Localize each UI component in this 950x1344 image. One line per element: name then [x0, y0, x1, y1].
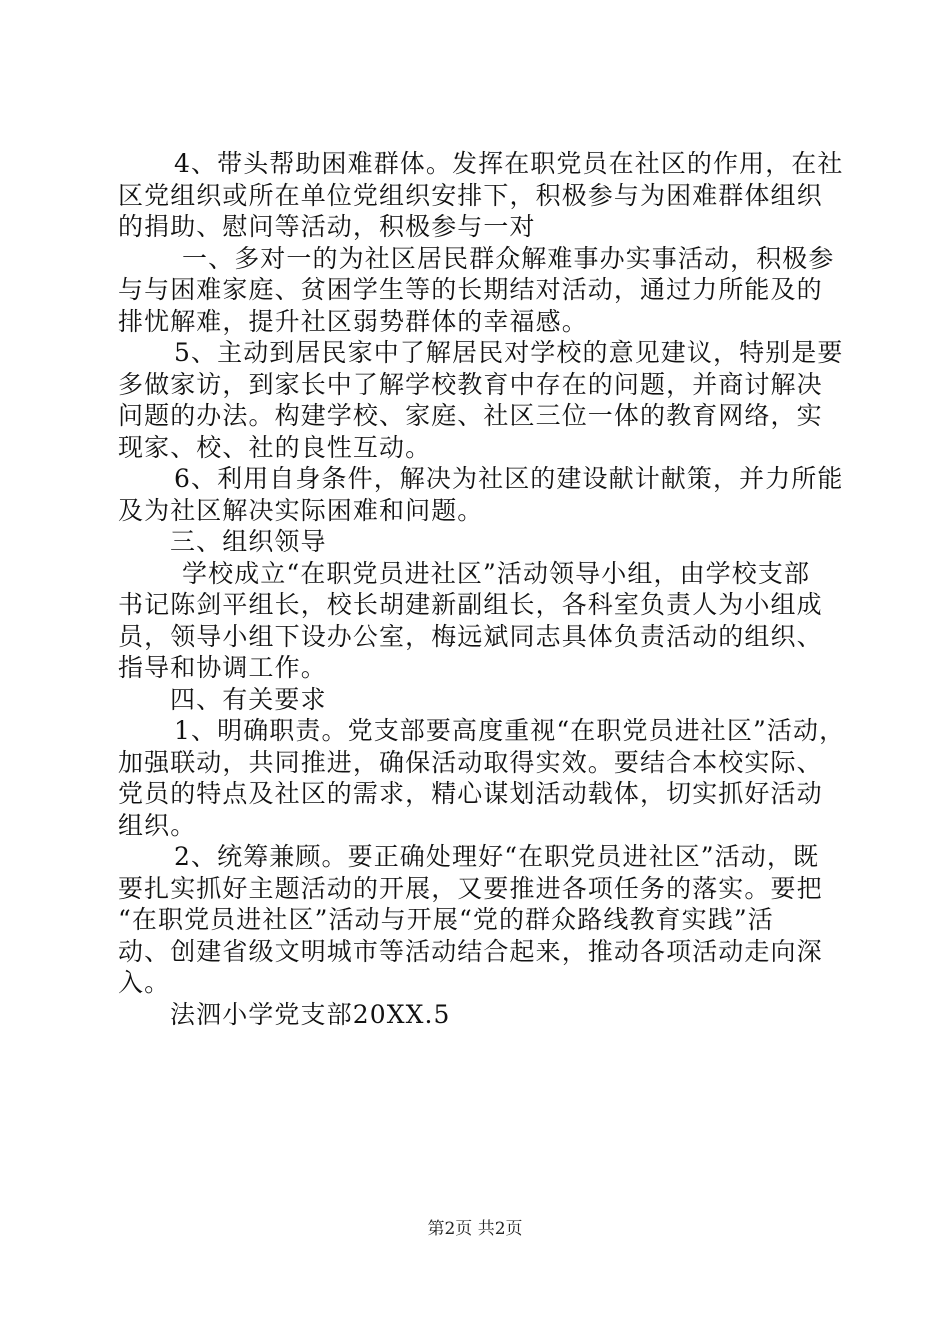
section-heading-3: 三、组织领导	[170, 527, 327, 556]
requirement-2-line-2: 要扎实抓好主题活动的开展，又要推进各项任务的落实。要把	[118, 873, 823, 903]
document-body	[118, 148, 846, 1030]
paragraph-4b-line-3: 排忧解难，提升社区弱势群体的幸福感。	[118, 306, 588, 336]
requirement-1-line-4: 组织。	[118, 810, 197, 840]
paragraph-5-line-3: 问题的办法。构建学校、家庭、社区三位一体的教育网络，实	[118, 401, 823, 430]
paragraph-5-line-4: 现家、校、社的良性互动。	[118, 432, 432, 462]
requirement-2-line-5: 入。	[118, 968, 171, 997]
paragraph-4-line-2: 区党组织或所在单位党组织安排下，积极参与为困难群体组织	[118, 180, 823, 210]
paragraph-5-line-2: 多做家访，到家长中了解学校教育中存在的问题，并商讨解决	[118, 369, 823, 399]
requirement-1-line-3: 党员的特点及社区的需求，精心谋划活动载体，切实抓好活动	[118, 779, 823, 808]
paragraph-4-line-3: 的捐助、慰问等活动，积极参与一对	[118, 212, 536, 241]
paragraph-6-line-2: 及为社区解决实际困难和问题。	[118, 495, 484, 525]
section-heading-4: 四、有关要求	[170, 684, 327, 714]
requirement-2-line-4: 动、创建省级文明城市等活动结合起来，推动各项活动走向深	[118, 936, 823, 966]
paragraph-5-line-1: 5、主动到居民家中了解居民对学校的意见建议，特别是要	[174, 338, 844, 367]
paragraph-4b-line-1: 一、多对一的为社区居民群众解难事办实事活动，积极参	[182, 243, 835, 273]
page-footer: 第2页 共2页	[427, 1219, 523, 1239]
paragraph-4-line-1: 4、带头帮助困难群体。发挥在职党员在社区的作用，在社	[174, 149, 844, 178]
paragraph-leadership-line-2: 书记陈剑平组长，校长胡建新副组长，各科室负责人为小组成	[118, 590, 823, 619]
signature-line: 法泗小学党支部20XX.5	[170, 999, 451, 1029]
requirement-1-line-2: 加强联动，共同推进，确保活动取得实效。要结合本校实际、	[118, 747, 823, 777]
requirement-1-line-1: 1、明确职责。党支部要高度重视“在职党员进社区”活动，	[174, 716, 846, 745]
requirement-2-line-1: 2、统筹兼顾。要正确处理好“在职党员进社区”活动，既	[174, 842, 820, 871]
paragraph-leadership-line-3: 员，领导小组下设办公室，梅远斌同志具体负责活动的组织、	[118, 621, 823, 651]
requirement-2-line-3: “在职党员进社区”活动与开展“党的群众路线教育实践”活	[118, 905, 774, 934]
paragraph-4b-line-2: 与与困难家庭、贫困学生等的长期结对活动，通过力所能及的	[118, 275, 823, 304]
paragraph-leadership-line-4: 指导和协调工作。	[118, 653, 327, 682]
paragraph-leadership-line-1: 学校成立“在职党员进社区”活动领导小组，由学校支部	[182, 558, 811, 588]
paragraph-6-line-1: 6、利用自身条件，解决为社区的建设献计献策，并力所能	[174, 464, 844, 493]
